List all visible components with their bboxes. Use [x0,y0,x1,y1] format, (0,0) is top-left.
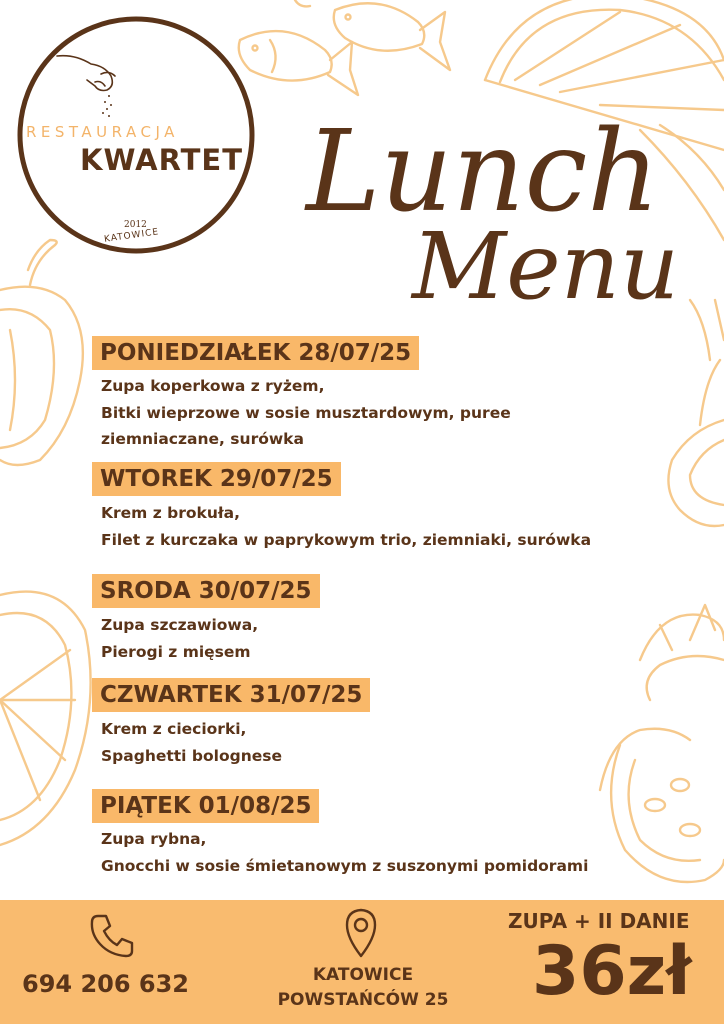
dish-item: Pierogi z mięsem [101,642,251,661]
dish-item: Filet z kurczaka w paprykowym trio, ziemniaki, surówka [101,530,592,549]
address-street: POWSTAŃCÓW 25 [277,990,449,1010]
address [250,963,476,1013]
phone-icon [86,910,138,962]
dish-item: Zupa koperkowa z ryżem, [101,377,325,395]
day-label-friday: PIĄTEK 01/08/25 [92,789,319,823]
dishes-wednesday [101,612,258,665]
dish-item: ziemniaczane, surówka [101,430,304,448]
dishes-friday [101,826,588,879]
page-title [300,92,680,320]
dishes-tuesday [101,500,591,553]
beetroot-illustration [668,300,724,526]
lemon-half-illustration [0,592,91,845]
day-label-tuesday: WTOREK 29/07/25 [92,462,341,496]
dish-item: Bitki wieprzowe w sosie musztardowym, puree [101,403,511,422]
bell-pepper-illustration [0,240,83,465]
logo-city: KATOWICE [103,227,160,245]
address-city: KATOWICE [312,965,414,985]
logo-restaurant-word: RESTAURACJA [26,123,179,141]
logo-restaurant-name: KWARTET [80,143,244,177]
title-menu: Menu [412,213,680,320]
logo-year: 2012 [124,220,147,230]
fish-illustration [334,3,450,70]
dish-item: Krem z brokuła, [101,504,240,522]
day-label-thursday: CZWARTEK 31/07/25 [92,678,370,712]
lunch-price: 36zł [532,932,692,1011]
dishes-thursday [101,716,282,769]
lunch-offer: ZUPA + II DANIE [508,909,690,933]
dish-item: Zupa rybna, [101,830,207,848]
dishes-monday [101,373,511,453]
phone-number[interactable]: 694 206 632 [22,970,190,998]
location-pin-icon [343,906,379,960]
title-lunch: Lunch [306,107,660,237]
dish-item: Gnocchi w sosie śmietanowym z suszonymi pomidorami [101,856,589,875]
day-label-monday: PONIEDZIAŁEK 28/07/25 [92,336,419,370]
tomato-illustration [600,605,724,882]
day-label-wednesday: SRODA 30/07/25 [92,574,320,608]
dish-item: Spaghetti bolognese [101,746,282,765]
dish-item: Zupa szczawiowa, [101,616,259,634]
dish-item: Krem z cieciorki, [101,720,247,738]
